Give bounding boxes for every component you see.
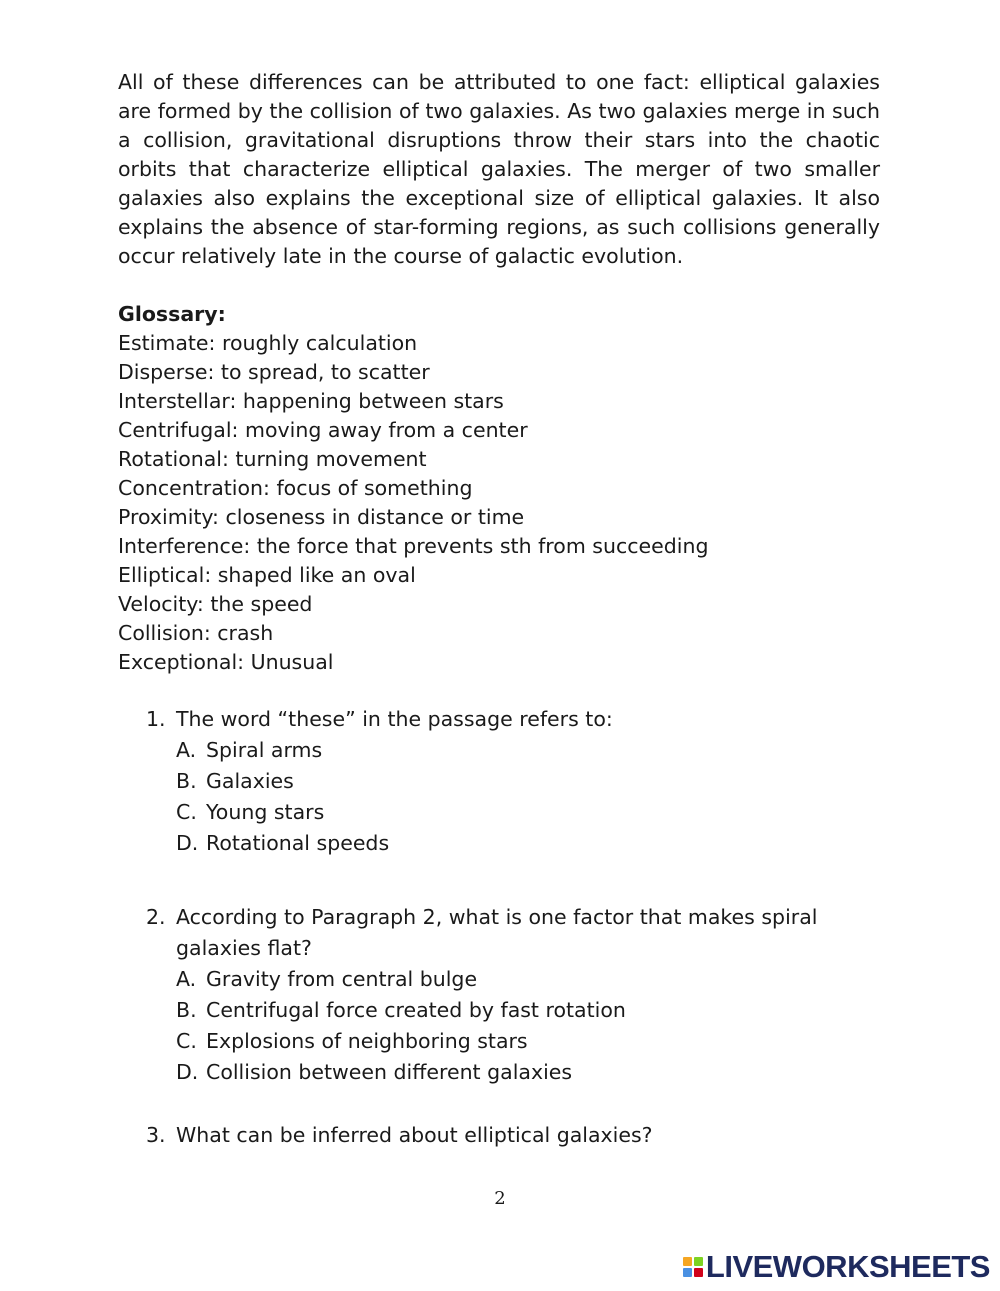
option-letter: C. [176,1029,197,1053]
glossary-entry: Interference: the force that prevents sth from succeeding [118,534,709,558]
liveworksheets-logo[interactable] [683,1249,990,1285]
question-text: What can be inferred about elliptical galaxies? [176,1123,653,1147]
glossary-entry: Disperse: to spread, to scatter [118,360,430,384]
logo-square [683,1268,692,1277]
question-number: 2. [146,905,166,929]
logo-square [694,1257,703,1266]
option-text: Gravity from central bulge [206,967,478,991]
question-number: 3. [146,1123,166,1147]
option-text: Collision between different galaxies [206,1060,573,1084]
answer-option-b[interactable] [176,995,880,1026]
glossary-title: Glossary: [118,302,226,326]
answer-option-b[interactable] [176,766,880,797]
question-1 [146,704,880,859]
option-letter: B. [176,769,197,793]
logo-square [683,1257,692,1266]
option-letter: A. [176,967,197,991]
option-letter: D. [176,1060,199,1084]
logo-square [694,1268,703,1277]
answer-option-a[interactable] [176,735,880,766]
question-2 [146,902,880,1088]
answer-option-a[interactable] [176,964,880,995]
question-3 [146,1120,880,1151]
brand-name: LIVEWORKSHEETS [705,1249,990,1284]
glossary-entry: Velocity: the speed [118,592,313,616]
glossary-entry: Elliptical: shaped like an oval [118,563,416,587]
option-text: Explosions of neighboring stars [206,1029,528,1053]
question-number: 1. [146,707,166,731]
glossary-entry: Rotational: turning movement [118,447,427,471]
glossary-entry: Estimate: roughly calculation [118,331,418,355]
answer-option-d[interactable] [176,828,880,859]
answer-option-d[interactable] [176,1057,880,1088]
glossary-entry: Proximity: closeness in distance or time [118,505,525,529]
question-text: According to Paragraph 2, what is one factor that makes spiral galaxies flat? [176,905,818,960]
passage-paragraph: All of these differences can be attributed to one fact: elliptical galaxies are formed by the collision of two galaxies. As two galaxies merge in such a collision, gravitational disruptions throw their stars into the chaotic orbits that characterize elliptical galaxies. The merger of two smaller galaxies also explains the exceptional size of elliptical galaxies. It also explains the absence of star-forming regions, as such collisions generally occur relatively late in the course of galactic evolution. [118,70,880,268]
option-text: Spiral arms [206,738,323,762]
glossary-entry: Interstellar: happening between stars [118,389,504,413]
page-number: 2 [494,1188,506,1209]
answer-option-c[interactable] [176,797,880,828]
glossary-entry: Centrifugal: moving away from a center [118,418,528,442]
answer-option-c[interactable] [176,1026,880,1057]
glossary-entry: Exceptional: Unusual [118,650,334,674]
question-text: The word “these” in the passage refers to: [176,707,613,731]
option-text: Centrifugal force created by fast rotation [206,998,626,1022]
option-letter: A. [176,738,197,762]
option-text: Rotational speeds [206,831,390,855]
option-text: Galaxies [206,769,294,793]
option-letter: B. [176,998,197,1022]
glossary-entry: Collision: crash [118,621,274,645]
option-letter: C. [176,800,197,824]
option-letter: D. [176,831,199,855]
glossary [118,300,708,677]
glossary-entry: Concentration: focus of something [118,476,473,500]
option-text: Young stars [206,800,325,824]
liveworksheets-logo-icon [683,1257,703,1277]
